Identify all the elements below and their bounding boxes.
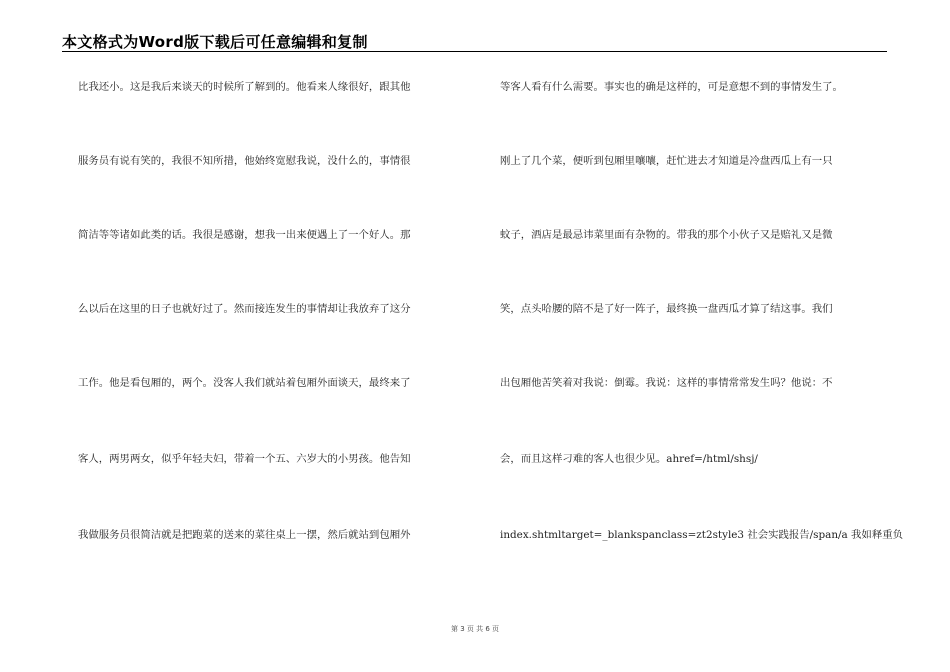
text-line: 会，而且这样刁难的客人也很少见。ahref=/html/shsj/ [500,453,758,465]
text-line: 么以后在这里的日子也就好过了。然而接连发生的事情却让我放弃了这分 [78,303,411,315]
header-divider [62,51,887,52]
text-line: 比我还小。这是我后来谈天的时候所了解到的。他看来人缘很好，跟其他 [78,81,411,93]
text-line: index.shtmltarget=_blankspanclass=zt2style3 社会实践报告/span/a 我如释重负 [500,529,903,541]
text-line: 等客人看有什么需要。事实也的确是这样的，可是意想不到的事情发生了。 [500,81,843,93]
page-number-footer: 第 3 页 共 6 页 [450,625,500,633]
text-line: 我做服务员很简洁就是把跑菜的送来的菜往桌上一摆，然后就站到包厢外 [78,529,411,541]
text-line: 工作。他是看包厢的，两个。没客人我们就站着包厢外面谈天，最终来了 [78,377,411,389]
document-header-title: 本文格式为Word版下载后可任意编辑和复制 [62,33,368,51]
text-line: 蚊子，酒店是最忌讳菜里面有杂物的。带我的那个小伙子又是赔礼又是微 [500,229,833,241]
text-line: 刚上了几个菜，便听到包厢里嚷嚷，赶忙进去才知道是冷盘西瓜上有一只 [500,155,833,167]
text-line: 笑，点头哈腰的陪不是了好一阵子，最终换一盘西瓜才算了结这事。我们 [500,303,833,315]
text-line: 简洁等等诸如此类的话。我很是感谢，想我一出来便遇上了一个好人。那 [78,229,411,241]
text-line: 出包厢他苦笑着对我说：倒霉。我说：这样的事情常常发生吗？他说：不 [500,377,833,389]
text-line: 客人，两男两女，似乎年轻夫妇，带着一个五、六岁大的小男孩。他告知 [78,453,411,465]
text-line: 服务员有说有笑的，我很不知所措，他始终宽慰我说，没什么的，事情很 [78,155,411,167]
